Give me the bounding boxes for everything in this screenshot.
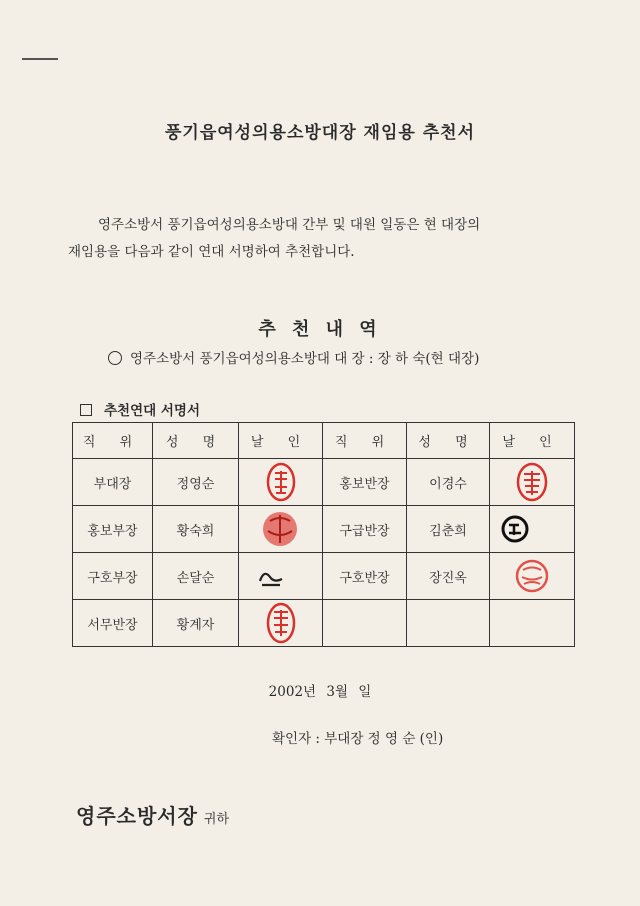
document-title: 풍기읍여성의용소방대장 재임용 추천서 [164,123,475,143]
signature-table [72,422,575,647]
position-cell: 구급반장 [323,506,407,553]
header-name: 성 명 [407,423,490,459]
position-cell [323,600,407,647]
seal-cell [239,506,323,553]
red-seal-icon [511,555,553,597]
red-seal-icon [261,461,301,503]
name-cell: 손달순 [153,553,239,600]
seal-cell [490,459,575,506]
name-cell: 황계자 [153,600,239,647]
table-row [73,600,575,647]
table-row [73,553,575,600]
checkbox-icon [80,404,92,416]
position-cell: 서무반장 [73,600,153,647]
addressee-name: 영주소방서장 [76,804,198,828]
position-cell: 홍보반장 [323,459,407,506]
table-header-row [73,423,575,459]
red-seal-icon [512,461,552,503]
intro-paragraph [68,212,578,266]
table-row [73,506,575,553]
header-position: 직 위 [73,423,153,459]
position-cell: 홍보부장 [73,506,153,553]
circle-bullet-icon [108,351,122,365]
seal-cell [239,553,323,600]
name-cell: 김춘희 [407,506,490,553]
addressee [76,800,229,829]
document-date: 2002년 3월 일 [268,684,372,700]
header-seal: 날 인 [239,423,323,459]
table-row [73,459,575,506]
recommendation-line [108,347,479,367]
recommendation-text: 영주소방서 풍기읍여성의용소방대 대 장 : 장 하 숙(현 대장) [130,351,480,367]
name-cell: 황숙희 [153,506,239,553]
intro-line: 재임용을 다음과 같이 연대 서명하여 추천합니다. [68,244,355,260]
seal-cell [490,553,575,600]
red-seal-icon [258,507,304,551]
signature-section-title [80,399,200,419]
name-cell: 정영순 [153,459,239,506]
name-cell: 장진옥 [407,553,490,600]
confirmation-line: 확인자 : 부대장 정 영 순 (인) [272,731,444,747]
position-cell: 구호반장 [323,553,407,600]
addressee-suffix: 귀하 [203,812,230,827]
signature-section-label: 추천연대 서명서 [104,403,200,419]
red-seal-icon [261,601,301,645]
position-cell: 부대장 [73,459,153,506]
header-name: 성 명 [153,423,239,459]
position-cell: 구호부장 [73,553,153,600]
seal-cell [239,459,323,506]
seal-cell [490,506,575,553]
corner-mark [22,58,58,60]
handwritten-signature-icon [254,563,288,589]
name-cell: 이경수 [407,459,490,506]
intro-line: 영주소방서 풍기읍여성의용소방대 간부 및 대원 일동은 현 대장의 [98,217,481,233]
header-position: 직 위 [323,423,407,459]
header-seal: 날 인 [490,423,575,459]
black-stamp-icon [500,514,530,544]
section-title: 추 천 내 역 [258,319,382,340]
seal-cell [490,600,575,647]
name-cell [407,600,490,647]
seal-cell [239,600,323,647]
